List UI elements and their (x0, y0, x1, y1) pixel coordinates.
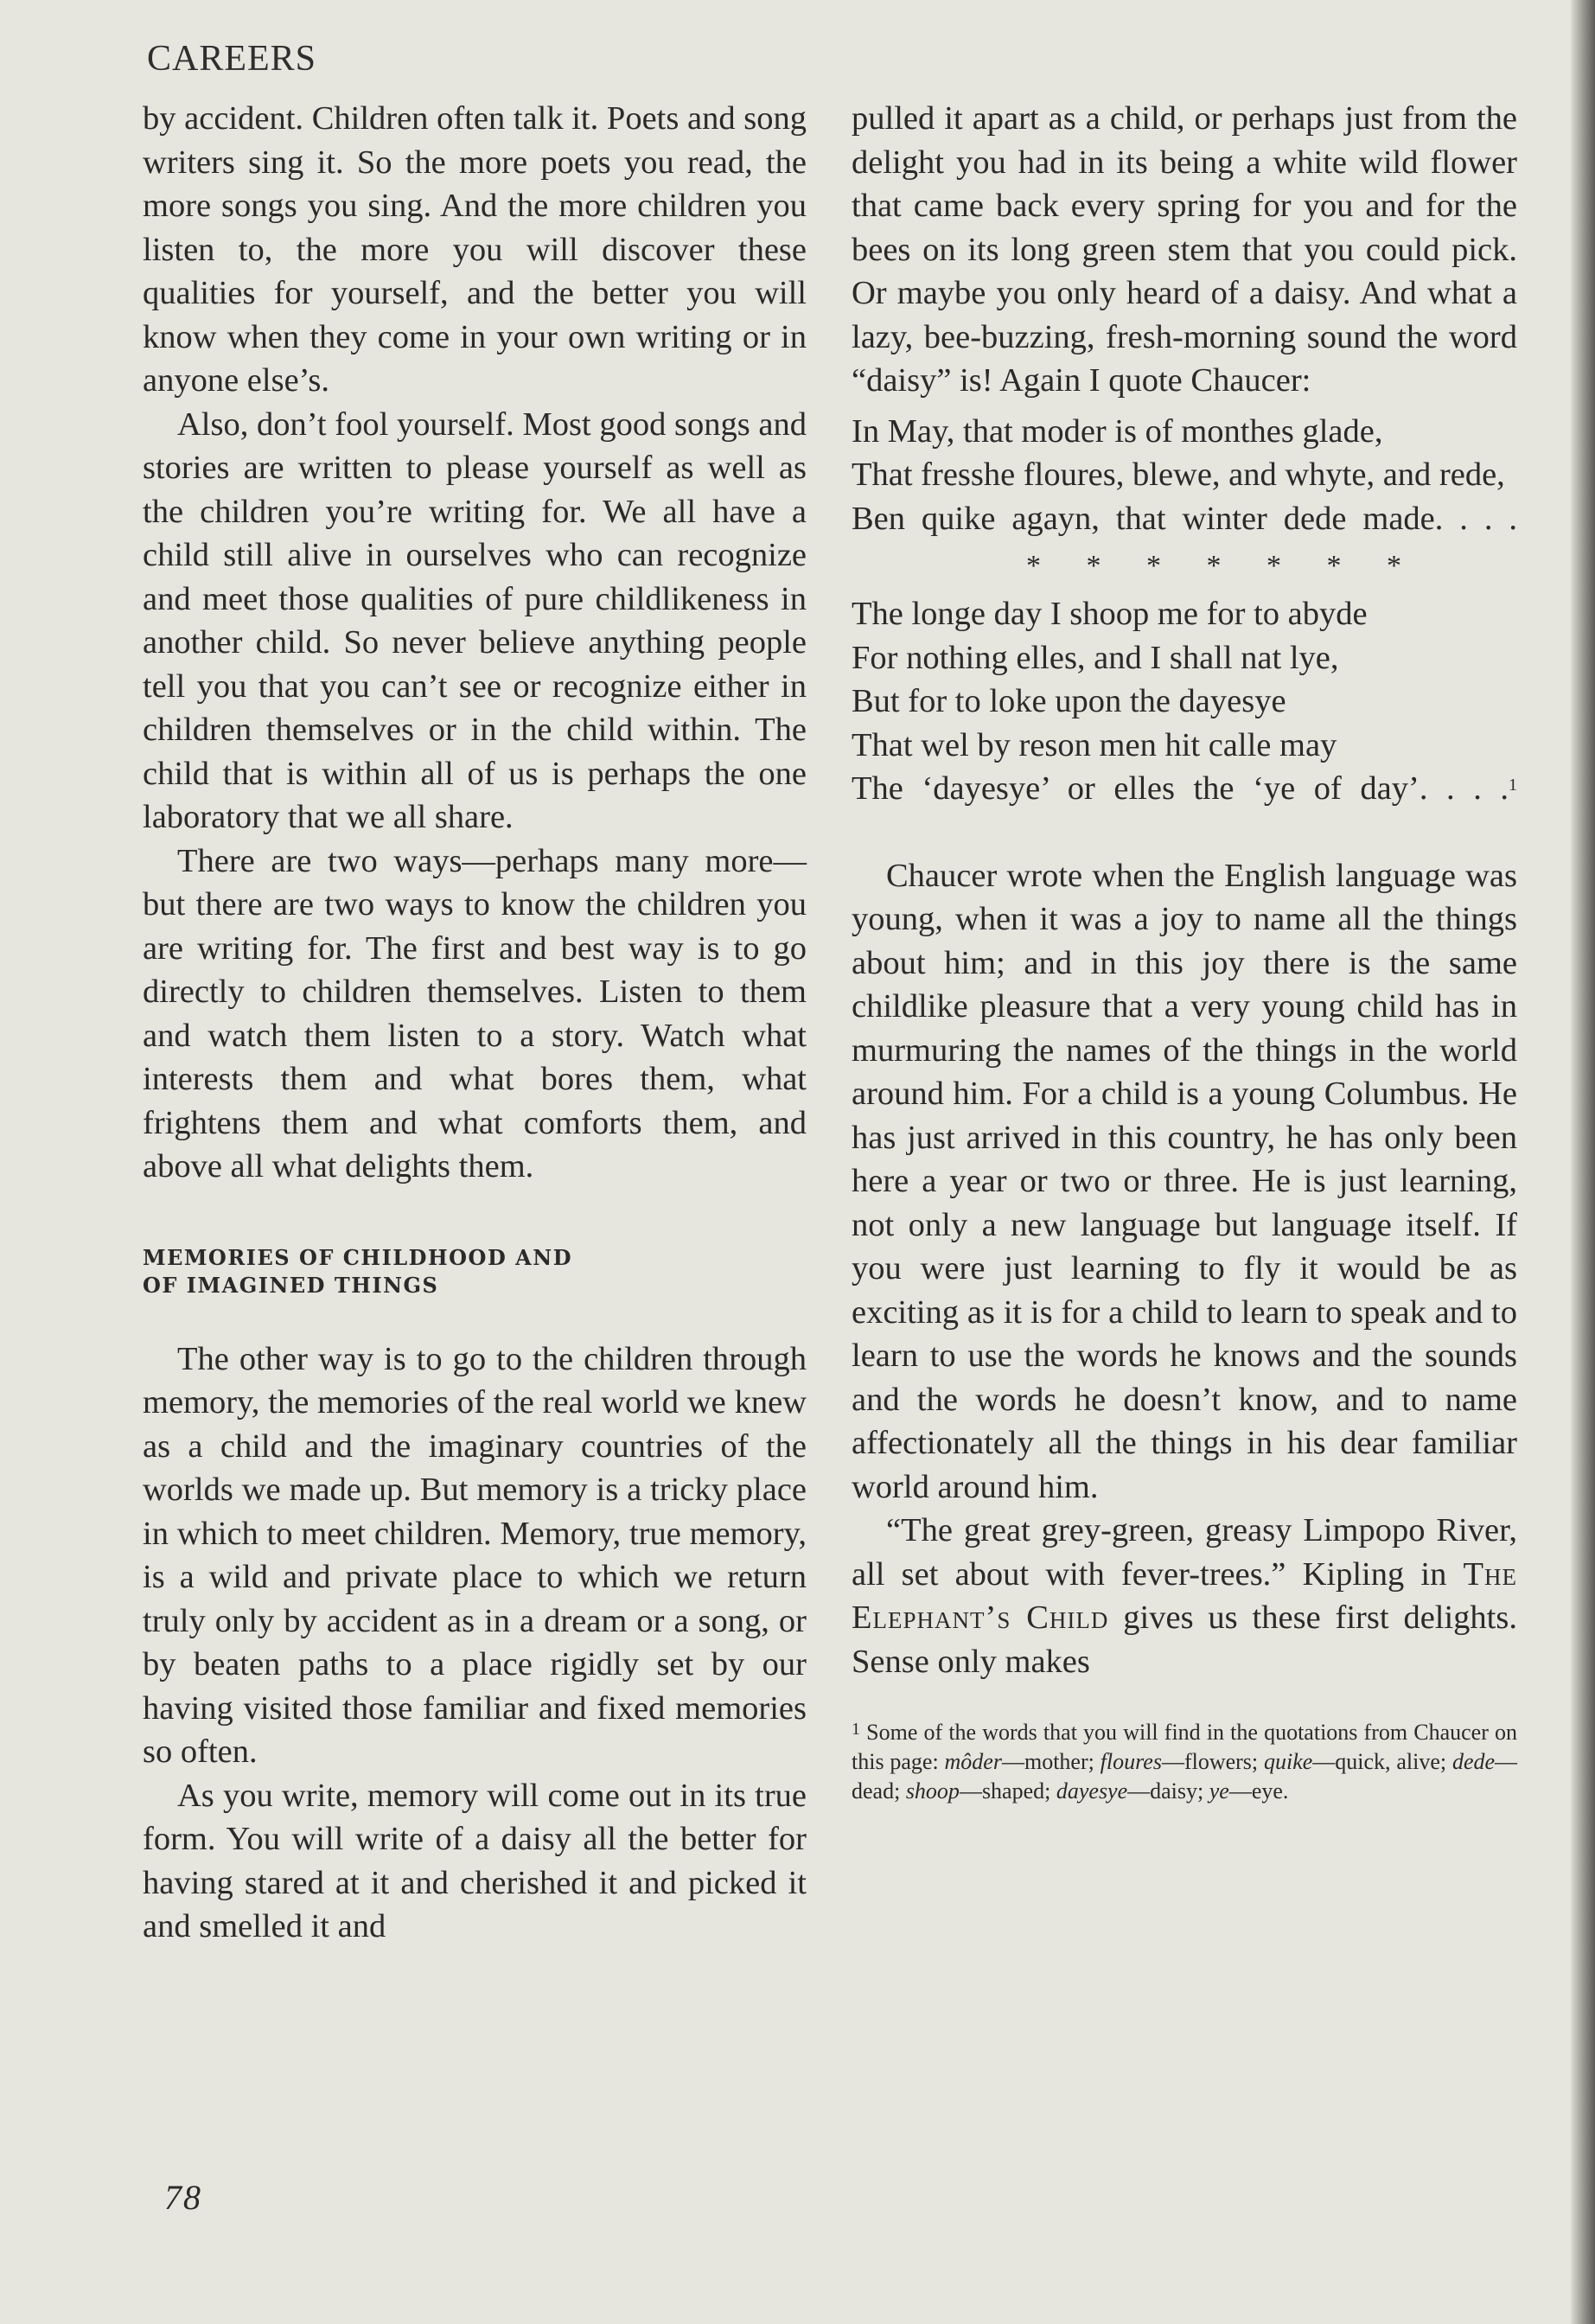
verse-line: That fresshe floures, blewe, and whyte, and rede, (852, 456, 1505, 493)
gloss-meaning: —dead; (852, 1749, 1518, 1804)
footnote-mark: 1 (852, 1720, 860, 1739)
page-edge-shadow (1571, 0, 1595, 2324)
footnote-reference: 1 (1509, 776, 1517, 795)
verse-line: In May, that moder is of monthes glade, (852, 412, 1383, 450)
footnote-intro: Some of the words that you will find in the quotations from Chaucer on this page: (852, 1720, 1518, 1774)
gloss-meaning: —quick, alive; (1312, 1749, 1447, 1774)
gloss-meaning: —mother; (1001, 1749, 1094, 1774)
paragraph: As you write, memory will come out in its true form. You will write of a daisy all the better for having stared at it and cherished it and picked it and smelled it and (143, 1777, 807, 1944)
verse-line: That wel by reson men hit calle may (852, 726, 1337, 763)
running-head: CAREERS (147, 39, 317, 79)
right-column (852, 97, 1517, 1806)
verse-quotation (852, 592, 1517, 811)
verse-line: But for to loke upon the dayesye (852, 683, 1286, 719)
paragraph: Chaucer wrote when the English language was young, when it was a joy to name all the things about him; and in this joy there is the same childlike pleasure that a very young child has in murmuring the names of the things in the world around him. For a child is a young Columbus. He has just arrived in this country, he has only been here a year or two or three. He is just learning, not only a new language but language itself. If you were just learning to fly it would be as exciting as it is for a child to learn to speak and to learn to use the words he knows and the sounds and the words he doesn’t know, and to name affectionately all the things in his dear familiar world around him. (852, 857, 1517, 1505)
verse-line-last (852, 767, 1517, 811)
paragraph: Also, don’t fool yourself. Most good songs and stories are written to please yourself as well as the children you’re writing for. We all have a child still alive in ourselves who can recognize and meet those qualities of pure childlikeness in another child. So never believe anything people tell you that you can’t see or recognize either in children themselves or in the child within. The child that is within all of us is perhaps the one laboratory that we all share. (143, 405, 807, 835)
section-heading-line: OF IMAGINED THINGS (143, 1272, 439, 1298)
paragraph: There are two ways—perhaps many more—but there are two ways to know the children you are writing for. The first and best way is to go directly to children themselves. Listen to them and watch them listen to a story. Watch what interests them and what bores them, what frightens them and what comforts them, and above all what delights them. (143, 842, 807, 1184)
gloss-meaning: —daisy; (1127, 1778, 1204, 1804)
verse-line: For nothing elles, and I shall nat lye, (852, 639, 1339, 676)
paragraph-text: gives us these first delights. Sense only makes (852, 1599, 1517, 1680)
gloss-word: dede (1451, 1749, 1496, 1774)
footnote (852, 1718, 1517, 1806)
gloss-word: quike (1263, 1749, 1313, 1774)
verse-line: Ben quike agayn, that winter dede made. . . . (852, 500, 1517, 537)
verse-quotation (852, 410, 1517, 541)
gloss-meaning: —eye. (1228, 1778, 1289, 1804)
gloss-word: shoop (905, 1778, 960, 1804)
paragraph: The other way is to go to the children through memory, the memories of the real world we knew as a child and the imaginary countries of the worlds we made up. But memory is a tricky place in which to meet children. Memory, true memory, is a wild and private place to which we return truly only by accident as in a dream or a song, or by beaten paths to a place rigidly set by our having visited those familiar and fixed memories so often. (143, 1340, 807, 1770)
paragraph: pulled it apart as a child, or perhaps just from the delight you had in its being a white wild flower that came back every spring for you and for the bees on its long green stem that you could pick. Or maybe you only heard of a daisy. And what a lazy, bee-buzzing, fresh-morning sound the word “daisy” is! Again I quote Chaucer: (852, 100, 1517, 399)
asterism: * * * * * * * (1026, 550, 1420, 582)
paragraph (852, 1509, 1517, 1683)
verse-line-text: The ‘dayesye’ or elles the ‘ye of day’. . . . (852, 770, 1509, 807)
story-title: The Elephant’s Child (852, 1555, 1518, 1636)
gloss-meaning: —shaped; (959, 1778, 1051, 1804)
section-heading-line: MEMORIES OF CHILDHOOD AND (143, 1244, 573, 1270)
paragraph: by accident. Children often talk it. Poets and song writers sing it. So the more poets you read, the more songs you sing. And the more children you listen to, the more you will discover these qualities for yourself, and the better you will know when they come in your own writing or in anyone else’s. (143, 100, 807, 399)
paragraph-text: “The great grey-green, greasy Limpopo River, all set about with fever-trees.” Kipling in (852, 1512, 1517, 1593)
gloss-meaning: —flowers; (1161, 1749, 1259, 1774)
verse-line: The longe day I shoop me for to abyde (852, 596, 1368, 632)
gloss-word: floures (1100, 1749, 1162, 1774)
gloss-word: dayesye (1056, 1778, 1128, 1804)
gloss-word: ye (1209, 1778, 1229, 1804)
gloss-word: môder (944, 1749, 1002, 1774)
page-number: 78 (164, 2178, 202, 2217)
left-column (143, 97, 807, 1949)
section-heading (143, 1244, 807, 1299)
